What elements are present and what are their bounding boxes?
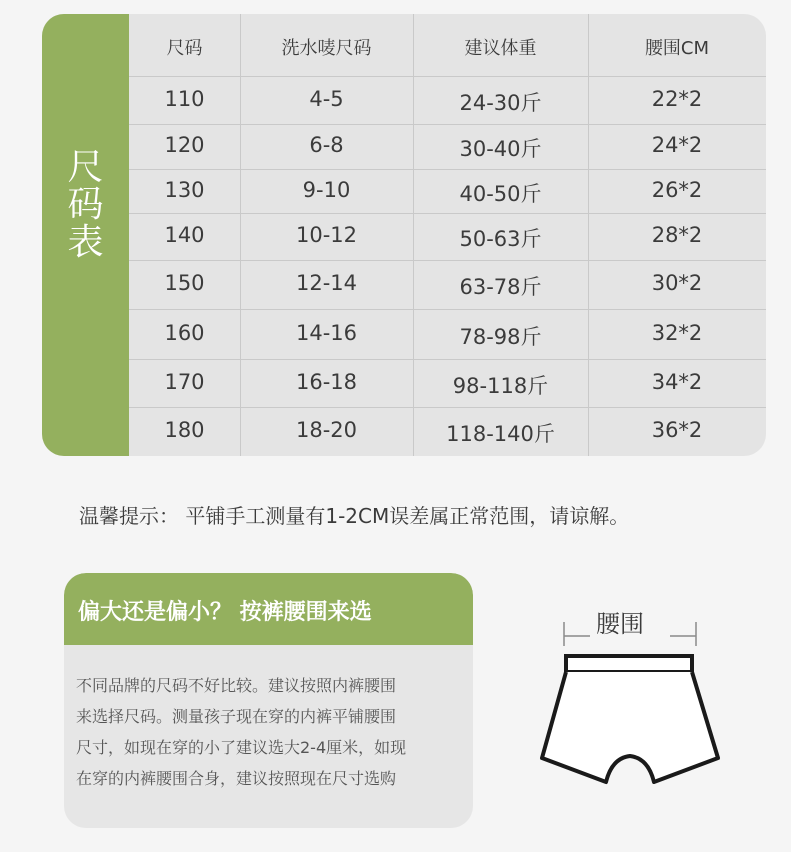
table-cell: 10-12 bbox=[295, 223, 358, 247]
row-divider bbox=[129, 213, 766, 214]
advice-card bbox=[64, 573, 473, 828]
table-cell: 36*2 bbox=[651, 418, 703, 442]
size-chart-side-title bbox=[42, 14, 129, 456]
size-table bbox=[129, 14, 766, 456]
table-header-cell: 尺码 bbox=[166, 38, 203, 59]
table-cell: 9-10 bbox=[302, 178, 351, 202]
table-cell: 150 bbox=[164, 271, 205, 295]
waist-label: 腰围 bbox=[596, 610, 644, 638]
row-divider bbox=[129, 169, 766, 170]
table-cell: 4-5 bbox=[309, 87, 344, 111]
size-chart-card bbox=[42, 14, 766, 456]
table-cell: 24*2 bbox=[651, 133, 703, 157]
row-divider bbox=[129, 309, 766, 310]
table-cell: 34*2 bbox=[651, 370, 703, 394]
table-cell: 16-18 bbox=[295, 370, 358, 394]
table-cell: 78-98斤 bbox=[459, 325, 542, 349]
measurement-tip: 温馨提示： 平铺手工测量有1-2CM误差属正常范围，请谅解。 bbox=[79, 504, 630, 528]
table-cell: 30*2 bbox=[651, 271, 703, 295]
side-title-char-3: 表 bbox=[67, 222, 104, 263]
row-divider bbox=[129, 407, 766, 408]
table-cell: 24-30斤 bbox=[459, 91, 542, 115]
table-cell: 18-20 bbox=[295, 418, 358, 442]
advice-header bbox=[64, 573, 473, 645]
row-divider bbox=[129, 359, 766, 360]
advice-line: 在穿的内裤腰围合身，建议按照现在尺寸选购 bbox=[76, 769, 397, 788]
table-cell: 140 bbox=[164, 223, 205, 247]
table-cell: 14-16 bbox=[295, 321, 358, 345]
table-cell: 160 bbox=[164, 321, 205, 345]
table-cell: 180 bbox=[164, 418, 205, 442]
table-cell: 50-63斤 bbox=[459, 227, 542, 251]
row-divider bbox=[129, 260, 766, 261]
table-cell: 32*2 bbox=[651, 321, 703, 345]
advice-line: 来选择尺码。测量孩子现在穿的内裤平铺腰围 bbox=[76, 707, 397, 726]
side-title-char-1: 尺 bbox=[67, 147, 104, 188]
row-divider bbox=[129, 76, 766, 77]
side-title-char-2: 码 bbox=[67, 184, 104, 225]
table-cell: 22*2 bbox=[651, 87, 703, 111]
waist-diagram bbox=[530, 598, 730, 798]
advice-line: 不同品牌的尺码不好比较。建议按照内裤腰围 bbox=[76, 676, 397, 695]
table-cell: 130 bbox=[164, 178, 205, 202]
table-header-cell: 建议体重 bbox=[464, 38, 537, 59]
advice-line: 尺寸，如现在穿的小了建议选大2-4厘米，如现 bbox=[76, 738, 407, 757]
table-cell: 26*2 bbox=[651, 178, 703, 202]
row-divider bbox=[129, 124, 766, 125]
table-cell: 63-78斤 bbox=[459, 275, 542, 299]
table-cell: 118-140斤 bbox=[446, 422, 555, 446]
table-cell: 110 bbox=[164, 87, 205, 111]
advice-title: 偏大还是偏小？ 按裤腰围来选 bbox=[78, 600, 372, 625]
table-cell: 120 bbox=[164, 133, 205, 157]
table-cell: 30-40斤 bbox=[459, 137, 542, 161]
table-cell: 98-118斤 bbox=[452, 374, 549, 398]
table-cell: 28*2 bbox=[651, 223, 703, 247]
table-cell: 12-14 bbox=[295, 271, 358, 295]
table-cell: 40-50斤 bbox=[459, 182, 542, 206]
table-header-cell: 洗水唛尺码 bbox=[281, 38, 372, 59]
table-cell: 170 bbox=[164, 370, 205, 394]
table-cell: 6-8 bbox=[309, 133, 344, 157]
table-header-cell: 腰围CM bbox=[644, 38, 710, 59]
